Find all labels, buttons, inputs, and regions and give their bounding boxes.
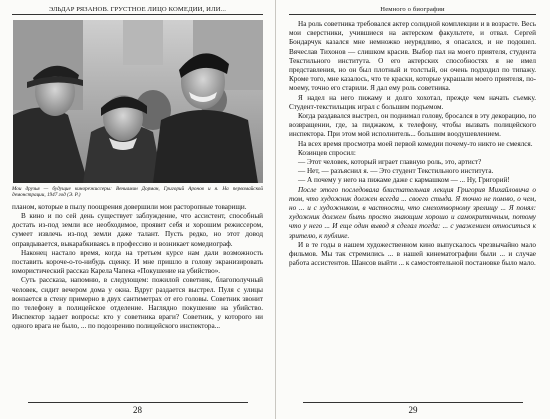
- photo-image: [13, 20, 263, 183]
- right-page-number: 29: [276, 402, 550, 415]
- left-body-text: [12, 203, 263, 332]
- paragraph: Наконец настало время, когда на третьем курсе нам дали возможность поставить короче-о-то-нибудь сценку. И мне пришло в голову экранизировать юмористический рассказ Карела Чапека «Покушение на убийство».: [12, 248, 263, 276]
- paragraph: Я надел на него пижаму и долго хохотал, прежде чем начать съемку. Студент-текстильщик играл с большим подъемом.: [289, 93, 536, 111]
- left-page-number: 28: [0, 402, 275, 415]
- right-page: [275, 0, 550, 419]
- right-running-head: Немного о биографии: [289, 5, 536, 15]
- paragraph: На всех время просмотра моей первой комедии почему-то никто не смеялся.: [298, 139, 533, 148]
- paragraph: В кино и по сей день существует заблуждение, что ассистент, способный достать из-под земли все необходимое, проявит себя и хорошим режиссером, сумеет извлечь из-под земли даже талант. Пусть редко, но этот довод оправдывается, выкарабкиваясь в профессию и возникает комедиограф.: [12, 212, 263, 248]
- paragraph: планом, которые в пылу поощрения довершили мои расторопные товарищи.: [12, 202, 247, 211]
- left-running-head: ЭЛЬДАР РЯЗАНОВ. ГРУСТНОЕ ЛИЦО КОМЕДИИ, ИЛИ...: [12, 5, 263, 15]
- paragraph: Козинцев спросил:: [298, 148, 356, 157]
- right-body-text: [289, 20, 536, 268]
- paragraph: — А почему у него на пижаме даже с кармашком — ... Ну, Григорий!: [298, 176, 510, 185]
- photo-three-friends: [13, 20, 263, 183]
- paragraph: Когда раздавался выстрел, он поднимал голову, бросался в эту декорацию, по возвращении, где, за пиджаком, к телефону, чтобы вызвать полицейского инспектора. При этом мой исполнитель... большим воодушевлением.: [289, 112, 536, 139]
- paragraph: И в те годы в нашем художественном кино выпускалось чрезвычайно мало фильмов. Мы так стремились ... в нашей кинематографии были ... и случае работа ассистентов. Шансов выйти ... к самостоятельной постановке было мало.: [289, 240, 536, 268]
- paragraph: — Нет, — разъяснил я. — Это студент Текстильного института.: [298, 167, 494, 176]
- paragraph: Суть рассказа, напомню, в следующем: пожилой советник, благополучный человек, сидит вечером дома у окна. Вдруг раздается выстрел. Пуля с улицы вонзается в стену примерно в двух сантиметрах от его головы. Советник звонит по телефону в полицейское отделение. Наглядно покушение на убийство. Инспектор задает вопросы: кто у советника враги? Советник, у которого ни одного врага не было, ... по подозрению полицейского инспектора...: [12, 276, 263, 331]
- paragraph: После этого последовала блистательная лекция Григория Михайловича о том, что художник должен всегда ... своего стыда. Я точно не помню, о чем, но ... и с художником, в частности, что смехотворному зрелищу ... Я понял: художник должен быть просто знающим хорошо и самокритичным, потому что у него ... И еще один вывод я сделал тогда: ... с уважением относиться к зрителю, к публике.: [289, 185, 536, 240]
- photo-caption: Мои друзья — будущие кинорежиссеры: Вениамин Дорман, Григорий Аронов и я. На первомайской демонстрации, 1947 год (Э. Р.): [12, 186, 263, 199]
- paragraph: — Этот человек, который играет главную роль, это, артист?: [298, 158, 482, 167]
- paragraph: На роль советника требовался актер солидной комплекции и в возрасте. Весь мои сверстники, учившиеся на актерском факультете, и отвал. Сергей Бондарчук казался мне немножко неурядливо, я опасался, и не подошел. Вячеслав Тихонов — слишком красив. Выбор пал на моего приятеля, студента Текстильного института. О его актерских способностях я не имел представления, но он был плотный и толстый, он очень подходил по типажу. Кроме того, мне казалось, что те краски, которые украшали моего приятеля, по-моему, точно его старили. Я дал ему роль советника.: [289, 20, 536, 93]
